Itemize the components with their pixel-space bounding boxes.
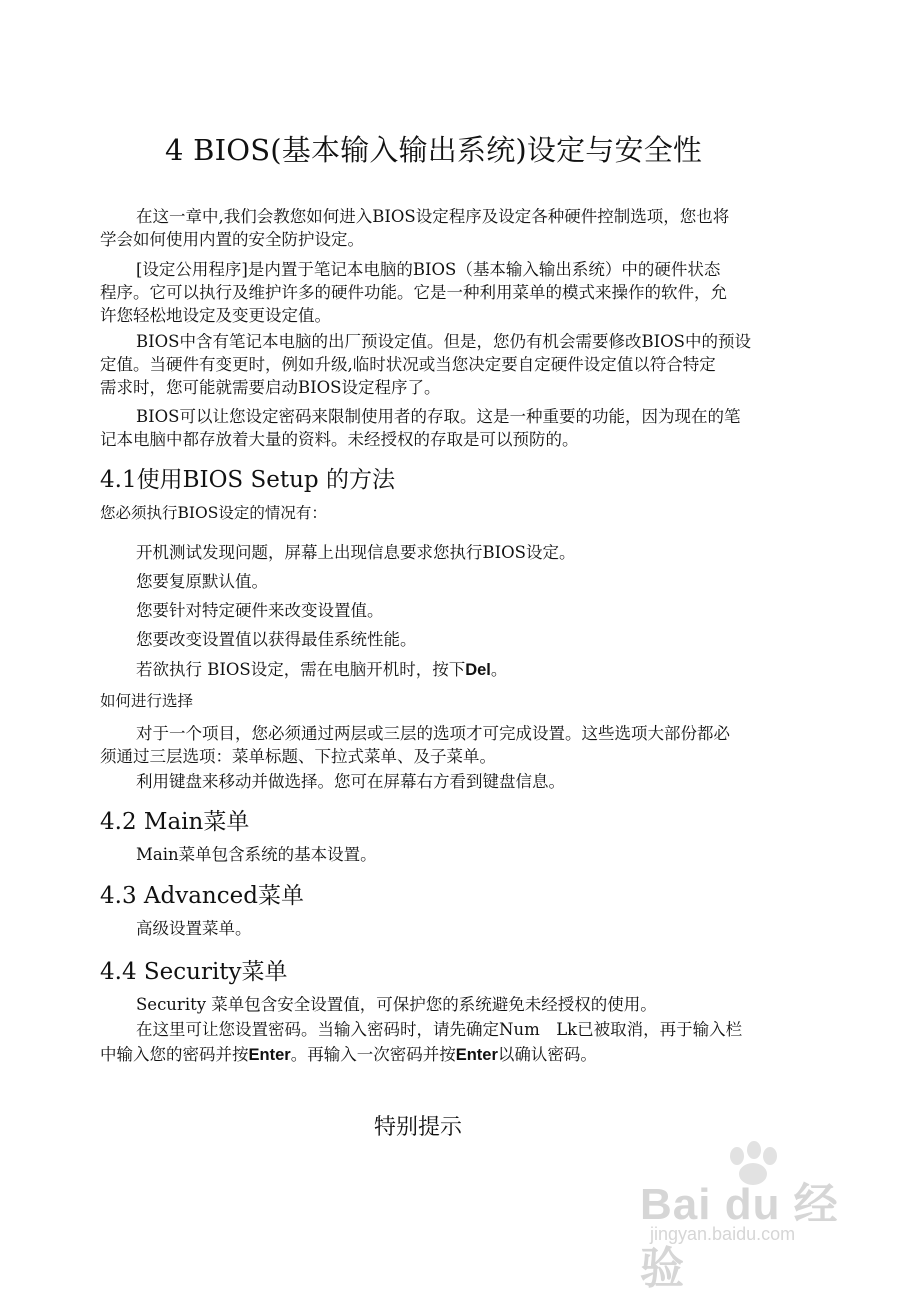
list-item: 您要针对特定硬件来改变设置值。: [136, 601, 384, 620]
intro-p1-line1: 在这一章中,我们会教您如何进入BIOS设定程序及设定各种硬件控制选项，您也将: [136, 207, 730, 226]
section-4-4-text2-line2: [100, 1043, 597, 1067]
section-4-1-heading: 4.1使用BIOS Setup 的方法: [100, 467, 395, 493]
intro-p3-line2: 定值。当硬件有变更时，例如升级,临时状况或当您决定要自定硬件设定值以符合特定: [100, 355, 716, 374]
section-4-4-text1: Security 菜单包含安全设置值，可保护您的系统避免未经授权的使用。: [136, 995, 657, 1014]
list-item: 您要改变设置值以获得最佳系统性能。: [136, 630, 417, 649]
del-instruction-text: 若欲执行 BIOS设定，需在电脑开机时，按下: [136, 660, 466, 679]
select-p-line2: 须通过三层选项：菜单标题、下拉式菜单、及子菜单。: [100, 747, 496, 766]
watermark-url: jingyan.baidu.com: [650, 1224, 796, 1244]
list-item: 开机测试发现问题，屏幕上出现信息要求您执行BIOS设定。: [136, 543, 576, 562]
del-instruction-suffix: 。: [490, 660, 508, 679]
enter-key-label: Enter: [455, 1046, 498, 1064]
del-key-label: Del: [465, 661, 491, 679]
select-p-line1: 对于一个项目，您必须通过两层或三层的选项才可完成设置。这些选项大部份都必: [136, 724, 730, 743]
password-text-mid: 。再输入一次密码并按: [290, 1045, 456, 1064]
section-4-1-lead: 您必须执行BIOS设定的情况有：: [100, 504, 327, 522]
intro-p4-line1: BIOS可以让您设定密码来限制使用者的存取。这是一种重要的功能，因为现在的笔: [136, 407, 741, 426]
intro-p3-line1: BIOS中含有笔记本电脑的出厂预设定值。但是，您仍有机会需要修改BIOS中的预设: [136, 332, 751, 351]
password-text-suffix: 以确认密码。: [497, 1045, 597, 1064]
baidu-watermark: [640, 1140, 870, 1293]
enter-key-label: Enter: [248, 1046, 291, 1064]
select-p2: 利用键盘来移动并做选择。您可在屏幕右方看到键盘信息。: [136, 772, 565, 791]
page-title: 4 BIOS(基本输入输出系统)设定与安全性: [165, 133, 703, 167]
intro-p4-line2: 记本电脑中都存放着大量的资料。未经授权的存取是可以预防的。: [100, 430, 579, 449]
intro-p2-line2: 程序。它可以执行及维护许多的硬件功能。它是一种利用菜单的模式来操作的软件，允: [100, 283, 727, 302]
section-4-4-text2-line1: 在这里可让您设置密码。当输入密码时，请先确定Num Lk已被取消，再于输入栏: [136, 1020, 743, 1039]
special-notice-heading: 特别提示: [374, 1115, 463, 1140]
select-heading: 如何进行选择: [100, 692, 194, 710]
del-key-instruction: [136, 658, 507, 682]
intro-p1-line2: 学会如何使用内置的安全防护设定。: [100, 230, 364, 249]
list-item: 您要复原默认值。: [136, 572, 268, 591]
section-4-3-text: 高级设置菜单。: [136, 919, 252, 938]
section-4-2-heading: 4.2 Main菜单: [100, 809, 250, 835]
section-4-4-heading: 4.4 Security菜单: [100, 959, 288, 985]
intro-p3-line3: 需求时，您可能就需要启动BIOS设定程序了。: [100, 378, 441, 397]
password-text: 中输入您的密码并按: [100, 1045, 249, 1064]
section-4-3-heading: 4.3 Advanced菜单: [100, 883, 304, 909]
section-4-2-text: Main菜单包含系统的基本设置。: [136, 845, 377, 864]
intro-p2-line1: [设定公用程序]是内置于笔记本电脑的BIOS（基本输入输出系统）中的硬件状态: [136, 260, 721, 279]
watermark-brand: Bai du 经验: [640, 1180, 839, 1293]
intro-p2-line3: 许您轻松地设定及变更设定值。: [100, 306, 331, 325]
